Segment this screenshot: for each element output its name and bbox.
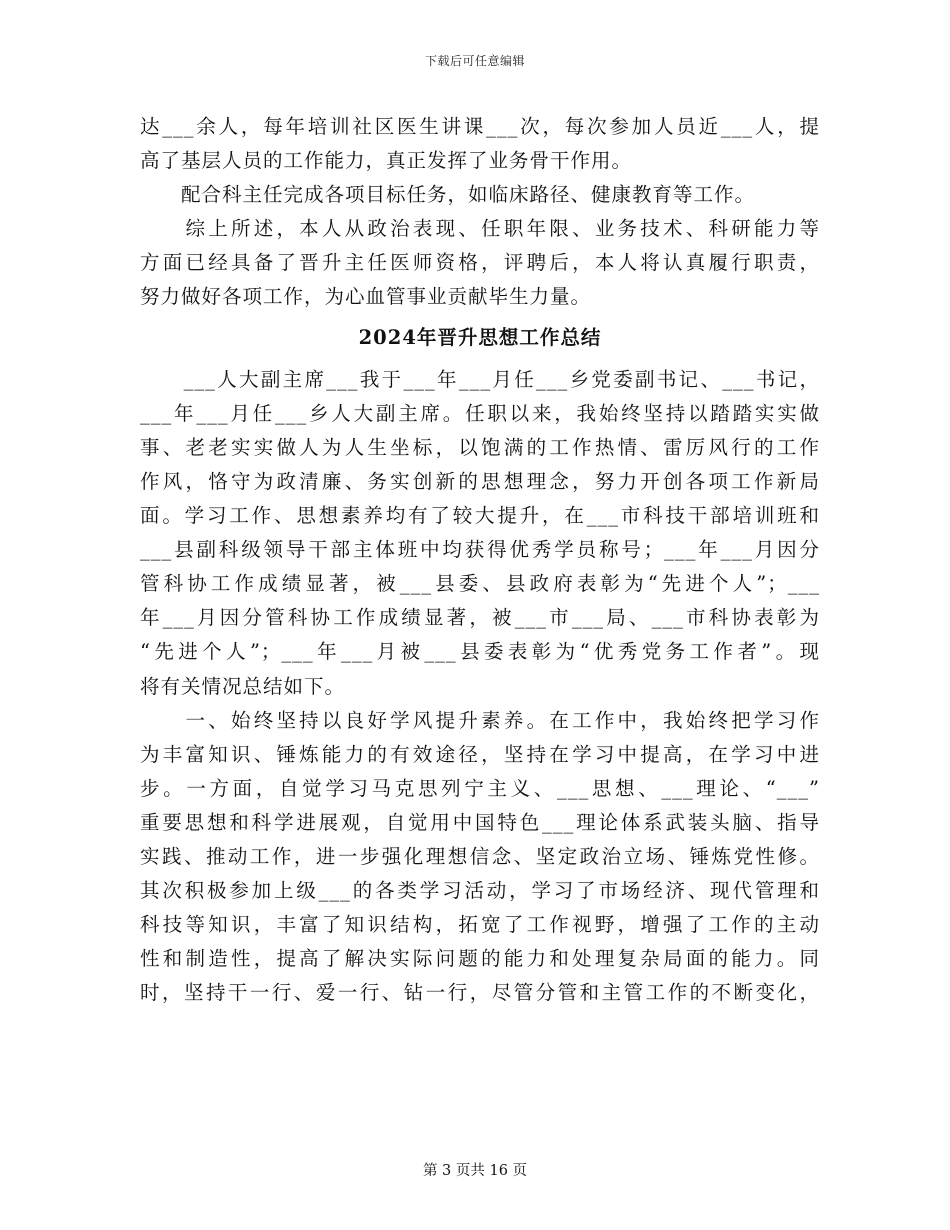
text-line: 事、老老实实做人为人生坐标，以饱满的工作热情、雷厉风行的工作 (140, 435, 820, 459)
text-line: 时，坚持干一行、爱一行、钻一行，尽管分管和主管工作的不断变化， (140, 981, 820, 1005)
text-line: 方面已经具备了晋升主任医师资格，评聘后，本人将认真履行职责， (140, 251, 820, 275)
text-line: 性和制造性，提高了解决实际问题的能力和处理复杂局面的能力。同 (140, 947, 820, 971)
text-line: 综上所述，本人从政治表现、任职年限、业务技术、科研能力等 (140, 217, 820, 241)
text-line: 将有关情况总结如下。 (140, 674, 346, 698)
text-line: ___县副科级领导干部主体班中均获得优秀学员称号；___年___月因分 (140, 538, 820, 562)
text-line: 实践、推动工作，进一步强化理想信念、坚定政治立场、锤炼党性修。 (140, 844, 820, 868)
text-line: 重要思想和科学进展观，自觉用中国特色___理论体系武装头脑、指导 (140, 810, 820, 834)
text-line: ___人大副主席___我于___年___月任___乡党委副书记、___书记， (140, 367, 820, 391)
text-line: 年___月因分管科协工作成绩显著，被___市___局、___市科协表彰为 (140, 606, 820, 630)
text-line: ___年___月任___乡人大副主席。任职以来，我始终坚持以踏踏实实做 (140, 401, 820, 425)
page-header: 下载后可任意编辑 (424, 54, 525, 68)
text-line: 管科协工作成绩显著，被___县委、县政府表彰为“先进个人”；___ (140, 572, 820, 596)
page-footer: 第 3 页共 16 页 (422, 1163, 528, 1179)
text-line: 作风，恪守为政清廉、务实创新的思想理念，努力开创各项工作新局 (140, 469, 820, 493)
text-line: 一、始终坚持以良好学风提升素养。在工作中，我始终把学习作 (140, 708, 820, 732)
text-line: 努力做好各项工作，为心血管事业贡献毕生力量。 (140, 285, 592, 309)
document-body (140, 110, 820, 1010)
text-line: 科技等知识，丰富了知识结构，拓宽了工作视野，增强了工作的主动 (140, 913, 820, 937)
text-line: 为丰富知识、锤炼能力的有效途径，坚持在学习中提高，在学习中进 (140, 742, 820, 766)
text-line: 配合科主任完成各项目标任务，如临床路径、健康教育等工作。 (140, 183, 756, 207)
text-line: 面。学习工作、思想素养均有了较大提升，在___市科技干部培训班和 (140, 504, 820, 528)
section-title: 2024年晋升思想工作总结 (358, 325, 602, 349)
text-line: “先进个人”；___年___月被___县委表彰为“优秀党务工作者”。现 (140, 640, 820, 664)
text-line: 步。一方面，自觉学习马克思列宁主义、___思想、___理论、“___” (140, 776, 820, 800)
text-line: 高了基层人员的工作能力，真正发挥了业务骨干作用。 (140, 149, 633, 173)
text-line: 达___余人，每年培训社区医生讲课___次，每次参加人员近___人，提 (140, 115, 820, 138)
text-line: 其次积极参加上级___的各类学习活动，学习了市场经济、现代管理和 (140, 879, 820, 903)
